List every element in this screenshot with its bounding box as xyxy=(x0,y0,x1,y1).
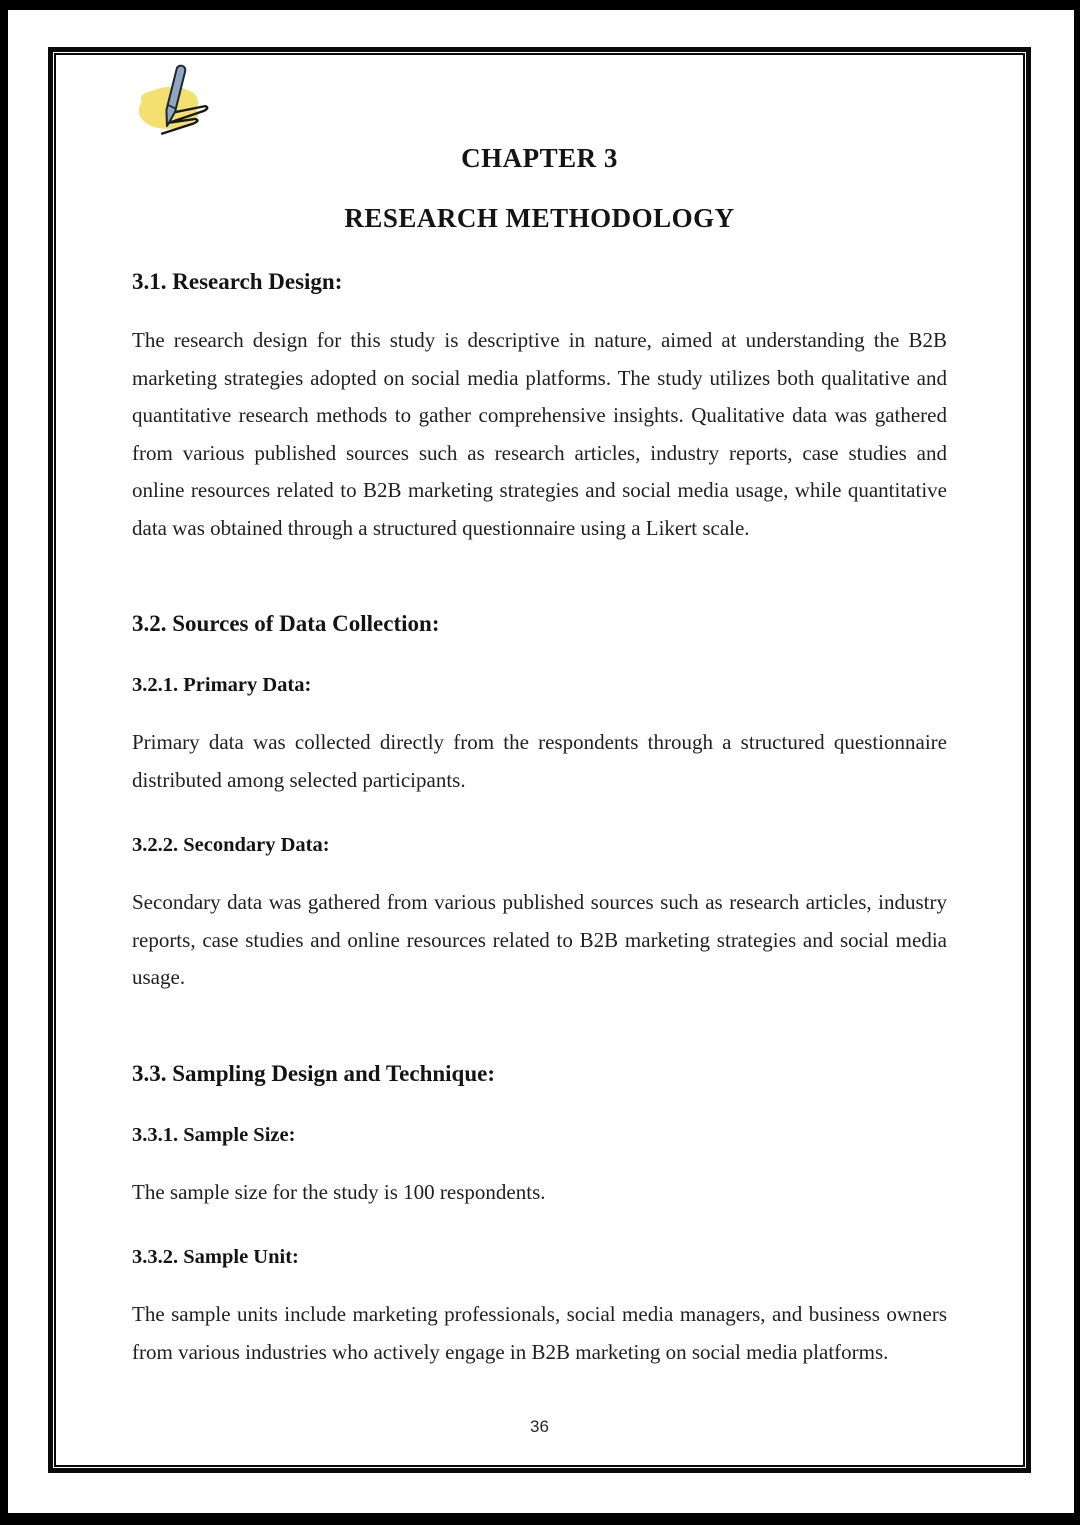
paragraph-primary-data: Primary data was collected directly from the respondents through a structured questionnaire distributed among selected participants. xyxy=(132,730,947,792)
subsection-heading-primary-data: 3.2.1. Primary Data: xyxy=(132,674,312,696)
subsection-heading-sample-size: 3.3.1. Sample Size: xyxy=(132,1123,296,1146)
section-heading-sampling-design: 3.3. Sampling Design and Technique: xyxy=(132,1060,496,1086)
paragraph-secondary-data: Secondary data was gathered from various published sources such as research articles, industry reports, case studies and online resources related to B2B marketing strategies and social media usage. xyxy=(132,890,947,989)
page-border-frame-inner xyxy=(54,53,1025,1467)
section-heading-sources-of-data: 3.2. Sources of Data Collection: xyxy=(132,611,440,636)
subsection-heading-sample-unit: 3.3.2. Sample Unit: xyxy=(132,1246,299,1268)
section-heading-research-design: 3.1. Research Design: xyxy=(132,269,343,294)
paragraph-sample-size: The sample size for the study is 100 respondents. xyxy=(132,1179,546,1204)
page-border-frame xyxy=(48,47,1031,1473)
chapter-subtitle: RESEARCH METHODOLOGY xyxy=(344,203,735,233)
page-number: 36 xyxy=(530,1417,549,1436)
pen-scribble-icon xyxy=(126,63,222,141)
document-page xyxy=(8,10,1074,1513)
paragraph-sample-unit: The sample units include marketing professionals, social media managers, and business owners from various industries who actively engage in B2B marketing on social media platforms. xyxy=(132,1302,947,1364)
paragraph-research-design: The research design for this study is descriptive in nature, aimed at understanding the B2B marketing strategies adopted on social media platforms. The study utilizes both qualitative and quantitative research methods to gather comprehensive insights. Qualitative data was gathered from various published sources such as research articles, industry reports, case studies and online resources related to B2B marketing strategies and social media usage, while quantitative data was obtained through a structured questionnaire using a Likert scale. xyxy=(132,328,947,540)
subsection-heading-secondary-data: 3.2.2. Secondary Data: xyxy=(132,834,330,856)
page-content xyxy=(56,55,1023,1465)
chapter-title: CHAPTER 3 xyxy=(461,143,618,173)
